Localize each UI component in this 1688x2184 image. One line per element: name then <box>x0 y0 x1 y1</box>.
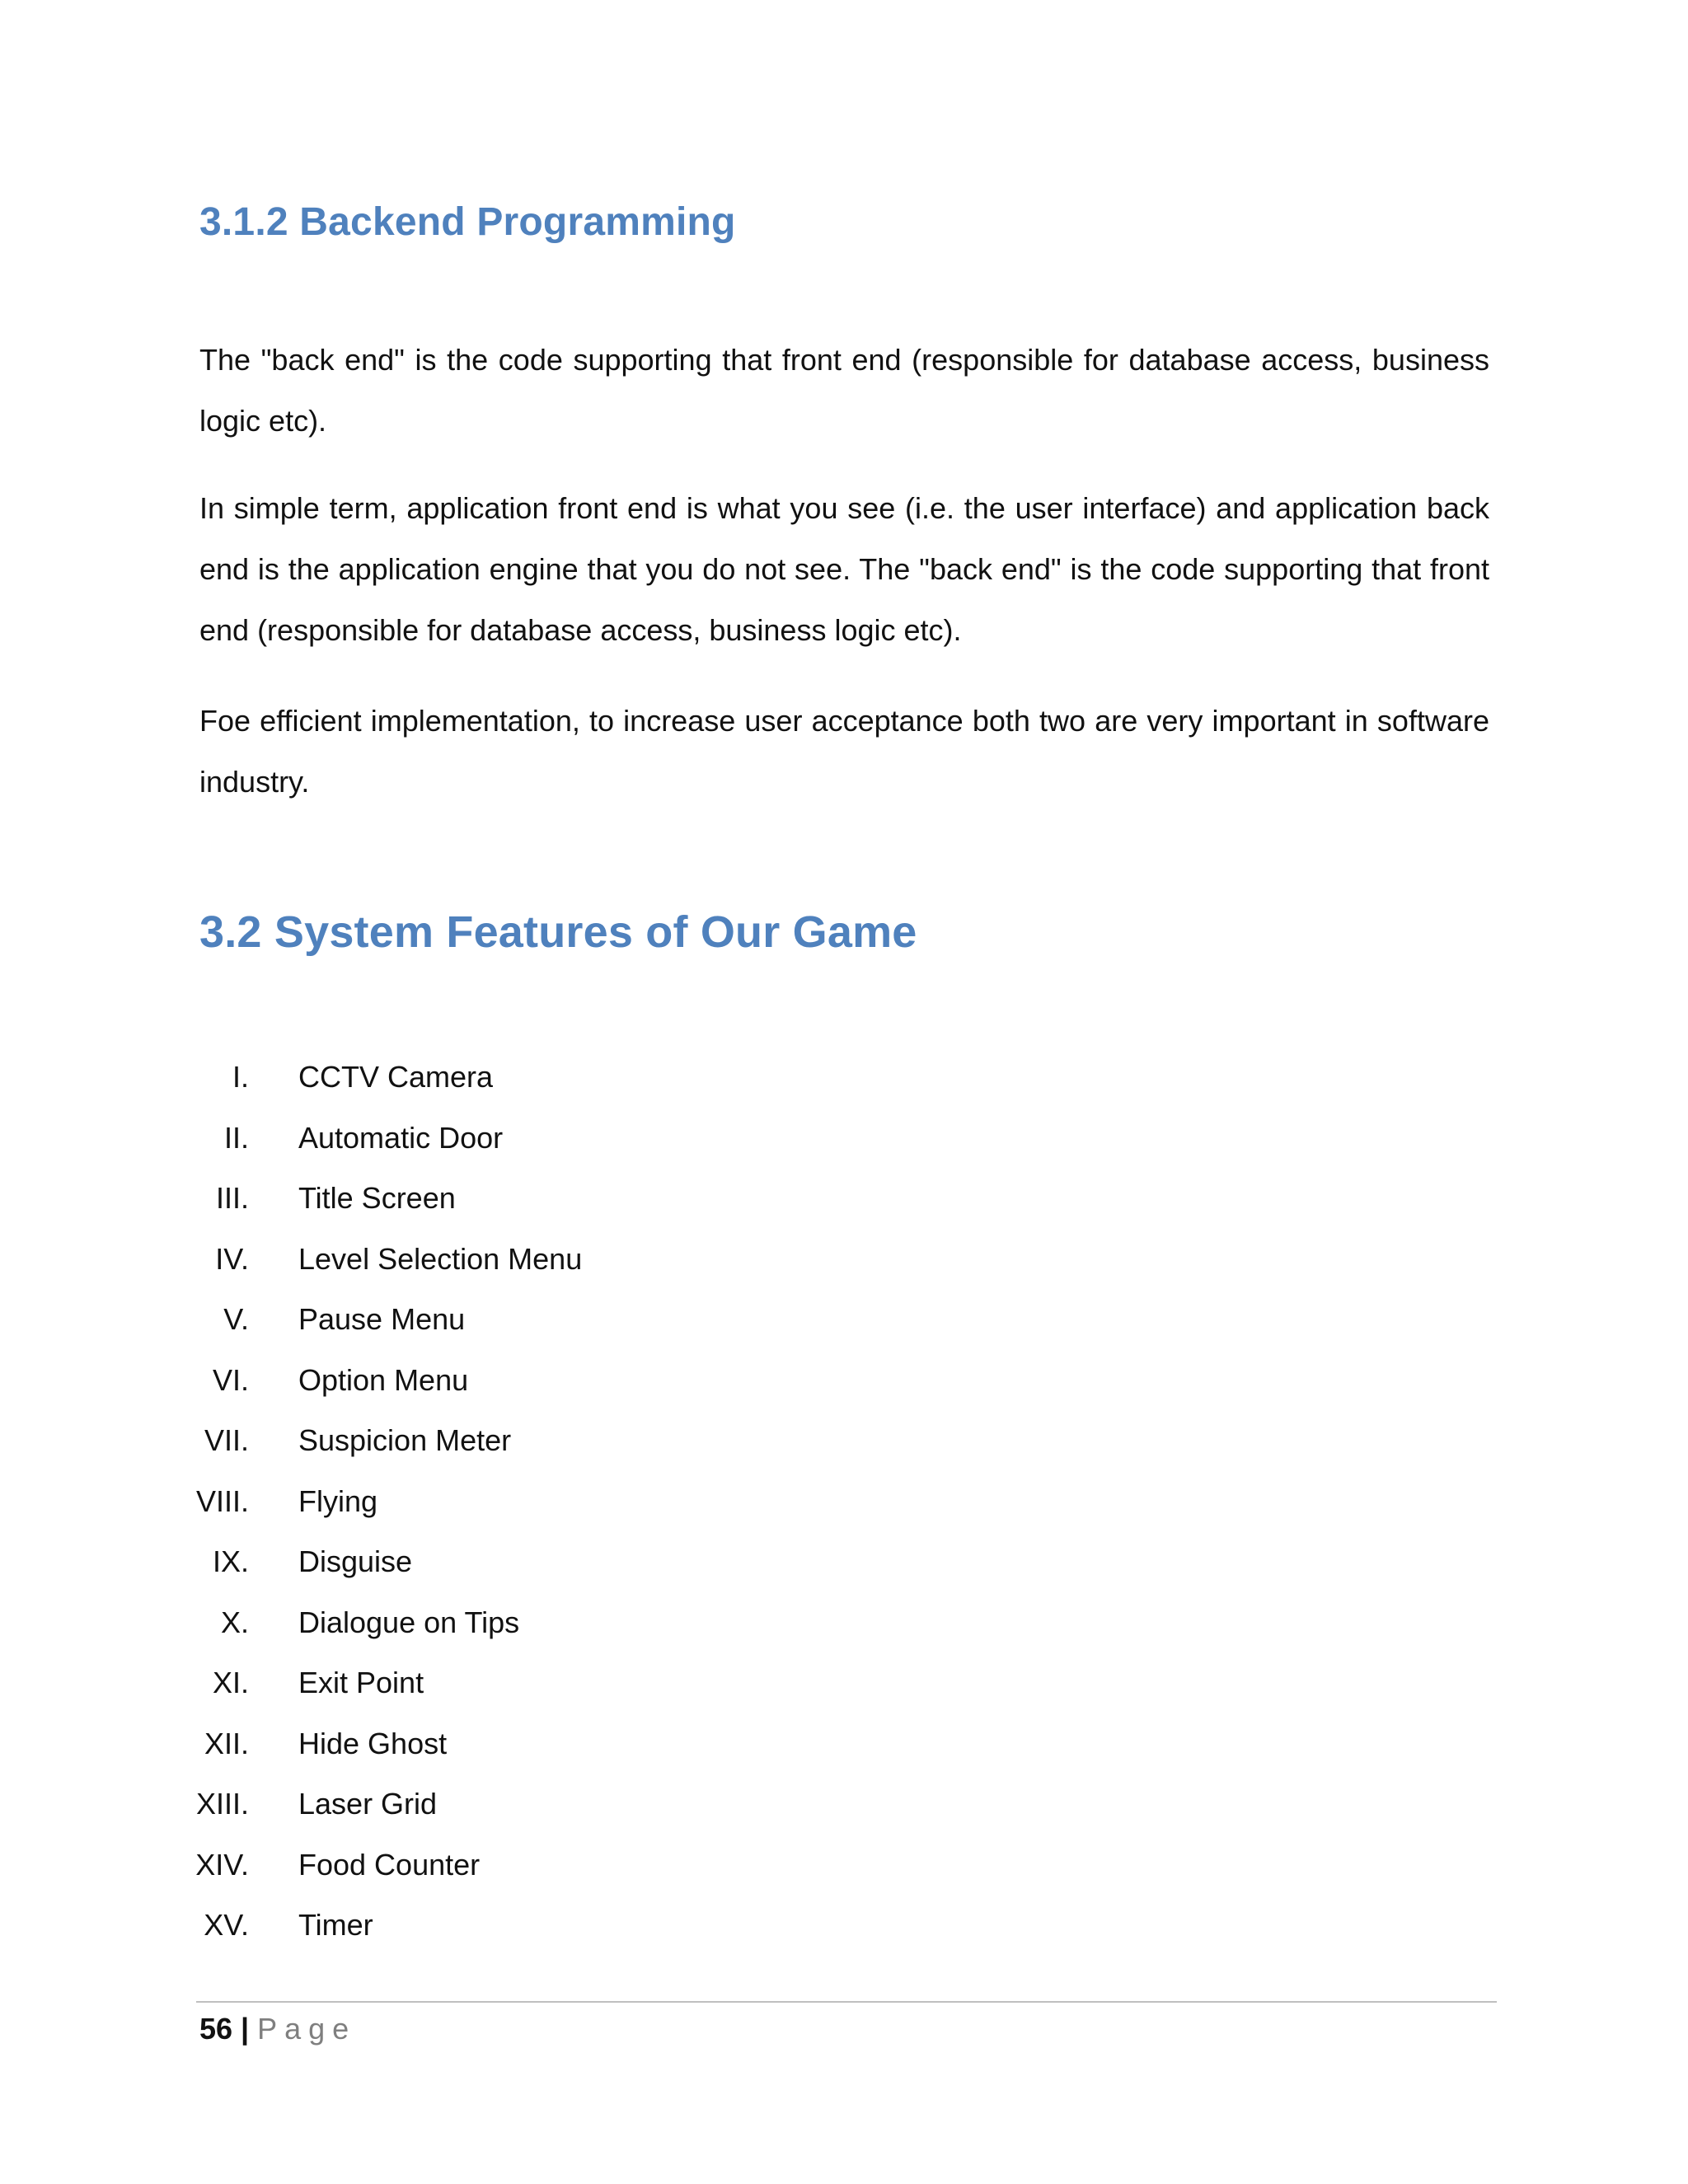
list-item-label: Title Screen <box>298 1181 456 1215</box>
list-item-label: Pause Menu <box>298 1302 466 1336</box>
list-item-number: XV. <box>204 1908 249 1942</box>
list-item <box>190 1652 931 1713</box>
list-item-label: Timer <box>298 1908 373 1942</box>
list-item <box>190 1410 931 1471</box>
list-item-number: IV. <box>215 1241 249 1276</box>
list-item-number: V. <box>223 1302 249 1336</box>
section-heading-system-features: 3.2 System Features of Our Game <box>199 907 917 957</box>
list-item-number: IX. <box>212 1544 249 1578</box>
list-item <box>190 1350 931 1411</box>
list-item <box>190 1108 931 1169</box>
paragraph-backend-definition: The "back end" is the code supporting that front end (responsible for database access, business logic etc). <box>199 343 1489 438</box>
list-item-number: VII. <box>204 1423 249 1457</box>
list-item-label: Exit Point <box>298 1666 424 1699</box>
list-item-number: XIII. <box>195 1787 249 1821</box>
list-item <box>190 1592 931 1653</box>
page-number: 56 <box>199 2012 233 2046</box>
list-item-label: CCTV Camera <box>298 1060 494 1094</box>
list-item <box>190 1471 931 1532</box>
list-item <box>190 1713 931 1774</box>
list-item-number: VIII. <box>195 1483 249 1518</box>
list-item-number: XI. <box>212 1666 249 1699</box>
list-item-number: VI. <box>212 1362 249 1397</box>
footer-divider <box>196 2001 1497 2003</box>
feature-list <box>190 1047 931 1956</box>
list-item-label: Suspicion Meter <box>298 1423 512 1457</box>
section-heading-backend-programming: 3.1.2 Backend Programming <box>199 200 736 244</box>
list-item <box>190 1895 931 1956</box>
list-item-number: X. <box>220 1605 249 1639</box>
list-item-label: Laser Grid <box>298 1787 438 1821</box>
footer-separator: | <box>241 2012 250 2046</box>
list-item-label: Disguise <box>298 1544 413 1578</box>
list-item <box>190 1229 931 1290</box>
list-item-label: Option Menu <box>298 1362 469 1397</box>
list-item-label: Level Selection Menu <box>298 1241 583 1276</box>
list-item-number: I. <box>232 1060 249 1094</box>
list-item-number: II. <box>223 1120 249 1155</box>
list-item <box>190 1289 931 1350</box>
list-item <box>190 1168 931 1229</box>
list-item-label: Food Counter <box>298 1847 481 1882</box>
list-item-label: Hide Ghost <box>298 1726 448 1760</box>
page-footer <box>199 2006 356 2052</box>
list-item-number: XII. <box>204 1726 249 1760</box>
list-item-number: III. <box>215 1181 249 1215</box>
list-item-label: Dialogue on Tips <box>298 1605 520 1639</box>
list-item <box>190 1047 931 1108</box>
list-item <box>190 1774 931 1835</box>
list-item <box>190 1531 931 1592</box>
page-label: Page <box>257 2012 357 2046</box>
list-item-number: XIV. <box>195 1847 249 1882</box>
paragraph-frontend-vs-backend: In simple term, application front end is what you see (i.e. the user interface) and application back end is the application engine that you do not see. The "back end" is the code supporting that front end (responsible for database access, business logic etc). <box>199 491 1489 647</box>
paragraph-implementation: Foe efficient implementation, to increase user acceptance both two are very important in software industry. <box>199 704 1489 799</box>
list-item-label: Automatic Door <box>298 1120 504 1155</box>
list-item <box>190 1835 931 1896</box>
list-item-label: Flying <box>298 1483 378 1518</box>
